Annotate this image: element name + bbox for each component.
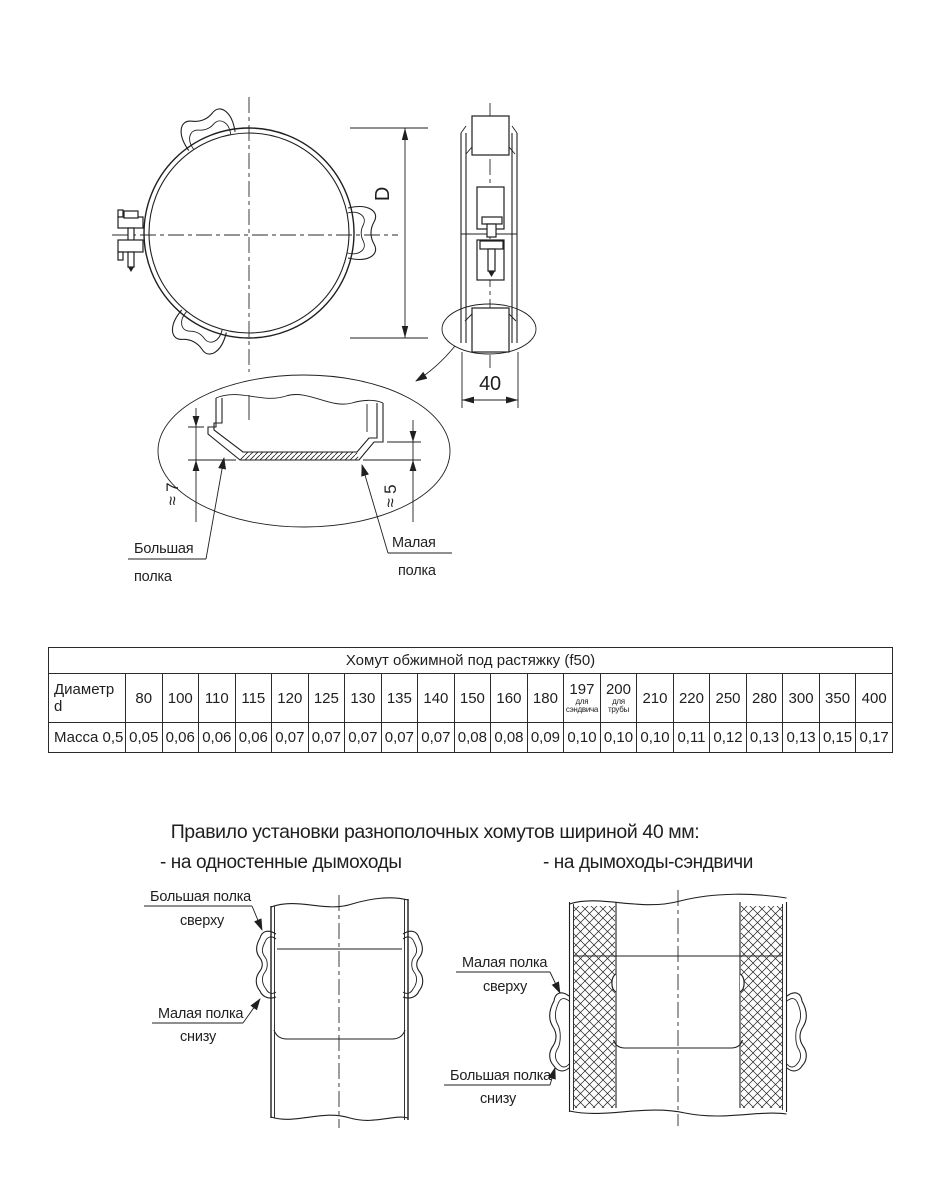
mass-cell: 0,08 [491, 723, 528, 753]
mass-cell: 0,07 [381, 723, 418, 753]
clamp-right [403, 931, 423, 998]
socket-line [274, 1030, 405, 1039]
right-bottom-label: Большая полка [450, 1068, 552, 1084]
mass-cell: 0,07 [272, 723, 309, 753]
bottom-tab [472, 308, 509, 352]
diameter-cell: 110 [199, 674, 236, 723]
diameter-cell: 250 [710, 674, 747, 723]
lobe-upper-left [177, 106, 237, 152]
break-wave-top [271, 898, 408, 907]
diameter-cell: 180 [527, 674, 564, 723]
mass-row [49, 723, 893, 753]
mass-cell: 0,08 [454, 723, 491, 753]
small-flange-label: Малая [392, 535, 436, 551]
dimension-5 [363, 420, 421, 522]
diameter-cell: 220 [673, 674, 710, 723]
break-wave-bottom [271, 1115, 408, 1120]
small-flange-label-2: полка [398, 563, 436, 579]
mass-cell: 0,11 [673, 723, 710, 753]
left-top-label: Большая полка [150, 889, 252, 905]
diameter-cell: 280 [746, 674, 783, 723]
mass-cell: 0,07 [308, 723, 345, 753]
mass-cell: 0,07 [345, 723, 382, 753]
diameter-cell: 120 [272, 674, 309, 723]
mass-cell: 0,10 [600, 723, 637, 753]
rules-left-heading: - на одностенные дымоходы [160, 852, 402, 873]
profile-inner [214, 398, 377, 452]
mass-cell: 0,06 [162, 723, 199, 753]
diameter-cell: 160 [491, 674, 528, 723]
mass-cell: 0,10 [637, 723, 674, 753]
right-bottom-label-2: снизу [480, 1091, 517, 1107]
bolt-assembly [118, 210, 143, 272]
dimensions-table [48, 647, 893, 753]
side-view [416, 103, 536, 408]
front-view [112, 97, 428, 372]
top-tab [472, 116, 509, 155]
small-flange-leader [362, 465, 388, 553]
mass-cell: 0,13 [783, 723, 820, 753]
mass-cell: 0,07 [418, 723, 455, 753]
mass-cell: 0,15 [819, 723, 856, 753]
single-wall-diagram [144, 889, 423, 1128]
right-top-label: Малая полка [462, 955, 548, 971]
diameter-cell: 210 [637, 674, 674, 723]
diameter-cell: 197 для сэндвича [564, 674, 601, 723]
detail-callout-leader [416, 346, 455, 381]
right-top-label-2: сверху [483, 979, 528, 995]
diameter-row-header: Диаметр d [49, 674, 126, 723]
diameter-cell: 400 [856, 674, 893, 723]
mass-cell: 0,09 [527, 723, 564, 753]
detail-view [128, 375, 452, 585]
diameter-cell: 125 [308, 674, 345, 723]
mass-cell: 0,12 [710, 723, 747, 753]
left-bottom-label-2: снизу [180, 1029, 217, 1045]
sandwich-right-side [740, 902, 806, 1112]
sandwich-diagram [444, 890, 806, 1126]
band-section-hatch [240, 452, 359, 460]
mass-cell: 0,17 [856, 723, 893, 753]
break-line [216, 394, 383, 404]
diameter-row [49, 674, 893, 723]
dim-40-label: 40 [479, 373, 501, 395]
diameter-cell: 100 [162, 674, 199, 723]
mass-cell: 0,06 [235, 723, 272, 753]
diameter-cell: 350 [819, 674, 856, 723]
profile-outer [208, 398, 383, 460]
dimension-D [350, 128, 428, 338]
table-title: Хомут обжимной под растяжку (f50) [49, 648, 893, 674]
left-top-label-2: сверху [180, 913, 225, 929]
mass-cell: 0,05 [126, 723, 163, 753]
mass-row-header: Масса 0,5 [49, 723, 126, 753]
pipe-walls [271, 899, 408, 1120]
diameter-cell: 300 [783, 674, 820, 723]
diameter-cell: 115 [235, 674, 272, 723]
big-flange-label: Большая [134, 541, 194, 557]
dimension-7 [163, 408, 236, 522]
diameter-cell: 140 [418, 674, 455, 723]
dim-7-label: ≈ 7 [163, 482, 182, 506]
rules-title: Правило установки разнополочных хомутов шириной 40 мм: [170, 821, 700, 843]
mass-cell: 0,13 [746, 723, 783, 753]
big-flange-label-2: полка [134, 569, 172, 585]
diameter-cell: 80 [126, 674, 163, 723]
mass-cell: 0,10 [564, 723, 601, 753]
diameter-cell: 200 для трубы [600, 674, 637, 723]
diameter-cell: 130 [345, 674, 382, 723]
mass-cell: 0,06 [199, 723, 236, 753]
left-bottom-label: Малая полка [158, 1006, 244, 1022]
rules-right-heading: - на дымоходы-сэндвичи [543, 852, 754, 873]
clamp-left [256, 931, 276, 998]
diameter-cell: 150 [454, 674, 491, 723]
installation-diagrams [0, 880, 940, 1180]
dim-5-label: ≈ 5 [381, 484, 400, 508]
detail-ellipse [158, 375, 450, 527]
diameter-cell: 135 [381, 674, 418, 723]
dim-D-label: D [372, 186, 394, 202]
sandwich-left-side [550, 902, 616, 1112]
